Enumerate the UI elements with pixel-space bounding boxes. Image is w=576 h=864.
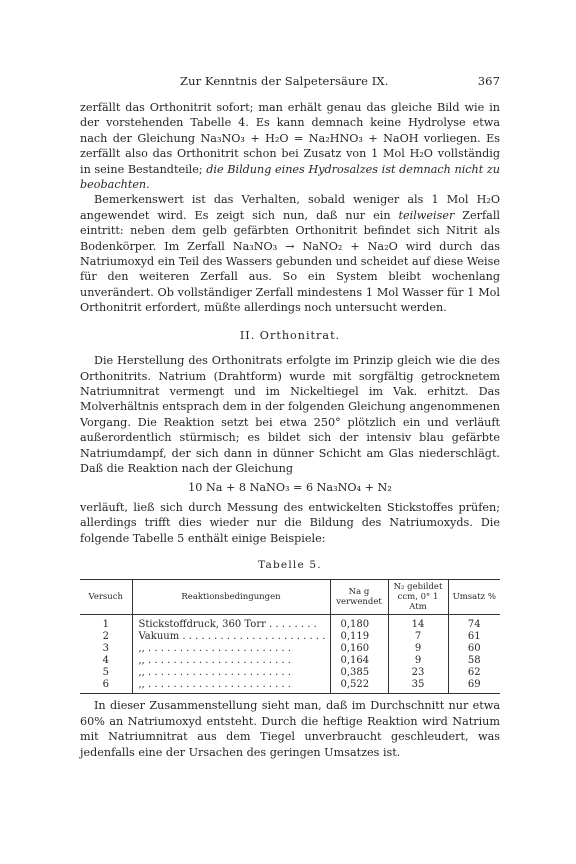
cell-versuch: 1 [102,619,109,631]
header-bedingungen: Reaktionsbedingungen [132,580,330,615]
header-na: Na g verwendet [330,580,388,615]
cell-bedingungen: Stickstoffdruck, 360 Torr . . . . . . . . [132,615,330,632]
cell-umsatz: 74 [448,615,500,632]
body-text [80,100,500,760]
cell-umsatz: 69 [448,679,500,694]
header-versuch: Versuch [80,580,132,615]
cell-umsatz: 58 [448,655,500,667]
running-title: Zur Kenntnis der Salpetersäure IX. [180,74,389,88]
cell-na: 0,522 [330,679,388,694]
paragraph-2-text-a: Bemerkenswert ist das Verhalten, sobald weniger als 1 Mol H₂O angewendet wird. Es zeigt sich nun, daß nur ein [80,193,500,222]
cell-n2: 35 [388,679,448,694]
reaction-equation: 10 Na + 8 NaNO₃ = 6 Na₃NO₄ + N₂ [188,481,392,495]
table-row [80,655,500,667]
cell-bedingungen: ,, . . . . . . . . . . . . . . . . . . . . . . . [132,643,330,655]
table-header-row [80,580,500,615]
paragraph-5: In dieser Zusammenstellung sieht man, daß im Durchschnitt nur etwa 60% an Natriumoxyd entsteht. Durch die heftige Reaktion wird Natrium mit Natriumnitrat aus dem Tiegel unverbraucht geschleudert, was jedenfalls eine der Ursachen des geringen Umsatzes ist. [80,699,500,759]
cell-umsatz: 61 [448,631,500,643]
paragraph-4: verläuft, ließ sich durch Messung des entwickelten Stickstoffes prüfen; allerdings trifft dies wieder nur die Bildung des Natriumoxyds. Die folgende Tabelle 5 enthält einige Beispiele: [80,500,500,545]
cell-na: 0,119 [330,631,388,643]
table-row [80,667,500,679]
table-row [80,615,500,632]
paragraph-3: Die Herstellung des Orthonitrats erfolgte im Prinzip gleich wie die des Orthonitrits. Natrium (Drahtform) wurde mit sorgfältig getrocknetem Natriumnitrat vermengt und im Nickeltiegel im Vak. erhitzt. Das Molverhältnis entsprach dem in der folgenden Gleichung angenommenen Vorgang. Die Reaktion setzt bei etwa 250° plötzlich ein und verläuft außerordentlich stürmisch; es bildet sich der intensiv blau gefärbte Natriumdampf, der sich dann in dünner Schicht am Glas niederschlägt. Daß die Reaktion nach der Gleichung [80,354,500,475]
cell-versuch: 2 [102,631,109,643]
cell-n2: 23 [388,667,448,679]
cell-n2: 7 [388,631,448,643]
paragraph-1-text: zerfällt das Orthonitrit sofort; man erhält genau das gleiche Bild wie in der vorstehenden Tabelle 4. Es kann demnach keine Hydrolyse etwa nach der Gleichung Na₃NO₃ + H₂O = Na₂HNO₃ + NaOH vorliegen. Es zerfällt also das Orthonitrit schon bei Zusatz von 1 Mol H₂O vollständig in seine Bestandteile; [80,101,500,176]
cell-na: 0,385 [330,667,388,679]
table-row [80,643,500,655]
cell-na: 0,164 [330,655,388,667]
header-n2: N₂ gebildet ccm, 0° 1 Atm [388,580,448,615]
cell-versuch: 4 [102,655,109,667]
cell-umsatz: 62 [448,667,500,679]
cell-versuch: 6 [80,679,132,694]
cell-n2: 9 [388,655,448,667]
paragraph-1-emphasis: die Bildung eines Hydrosalzes ist demnach nicht zu beobachten. [80,162,500,192]
page-number: 367 [477,74,500,88]
table-row [80,631,500,643]
header-umsatz: Umsatz % [448,580,500,615]
cell-bedingungen: ,, . . . . . . . . . . . . . . . . . . . . . . . [132,679,330,694]
paragraph-2-text-b: Zerfall eintritt: neben dem gelb gefärbten Orthonitrit befindet sich Nitrit als Bodenkörper. Im Zerfall Na₃NO₃ → NaNO₂ + Na₂O wird durch das Natriumoxyd ein Teil des Wassers gebunden und scheidet auf diese Weise für den weiteren Zerfall aus. So ein System bleibt wochenlang unverändert. Ob vollständiger Zerfall mindestens 1 Mol Wasser für 1 Mol Orthonitrit erfordert, müßte allerdings noch untersucht werden. [80,208,500,315]
cell-na: 0,180 [330,615,388,632]
cell-umsatz: 60 [448,643,500,655]
table-row [80,679,500,694]
section-heading: II. Orthonitrat. [239,328,341,342]
cell-versuch: 5 [102,667,109,679]
table-caption: Tabelle 5. [258,558,322,571]
data-table [80,579,500,694]
cell-bedingungen: ,, . . . . . . . . . . . . . . . . . . . . . . . [132,655,330,667]
cell-bedingungen: ,, . . . . . . . . . . . . . . . . . . . . . . . [132,667,330,679]
paragraph-1 [80,100,500,192]
cell-n2: 14 [388,615,448,632]
paragraph-2 [80,192,500,315]
cell-versuch: 3 [102,643,109,655]
cell-bedingungen: Vakuum . . . . . . . . . . . . . . . . . . . . . . . [132,631,330,643]
cell-na: 0,160 [330,643,388,655]
cell-n2: 9 [388,643,448,655]
paragraph-2-emphasis: teilweiser [398,208,455,222]
